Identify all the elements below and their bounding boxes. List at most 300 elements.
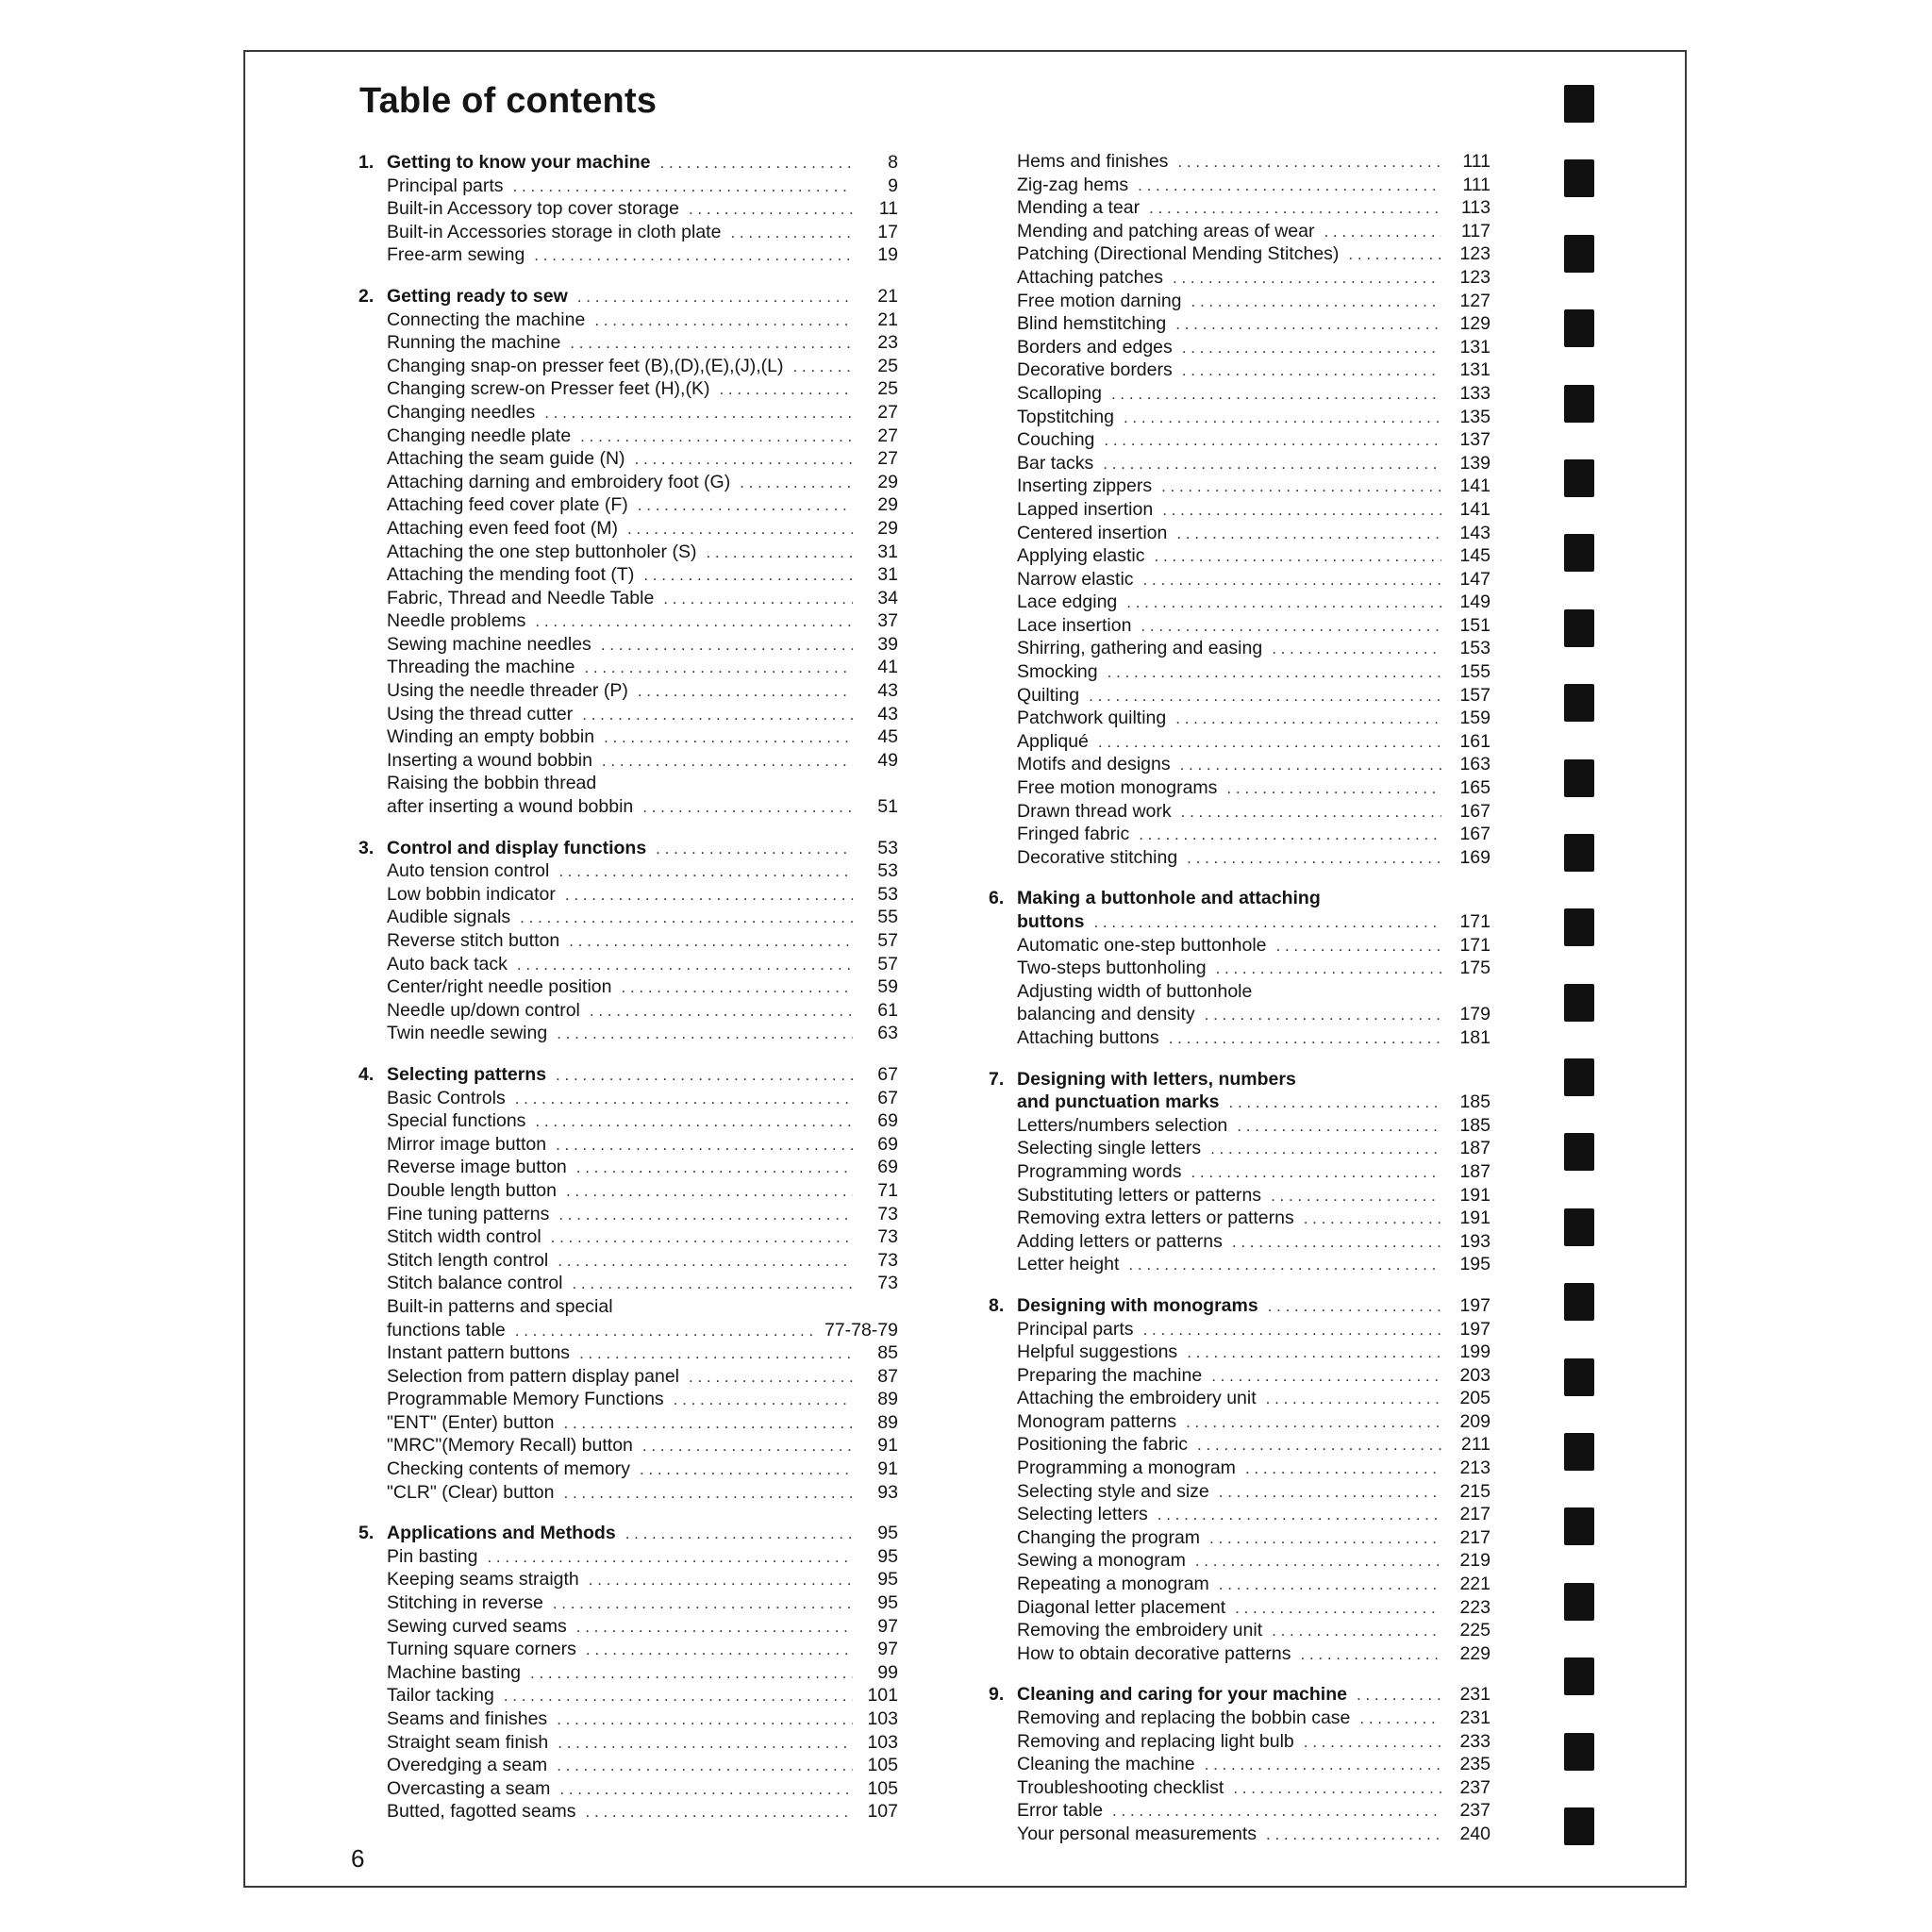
dot-leader — [1191, 291, 1441, 314]
section-number: 8. — [989, 1294, 1005, 1316]
page-reference: 69 — [877, 1133, 898, 1155]
entry-title: Couching — [1017, 429, 1095, 451]
toc-left-column — [358, 151, 898, 1841]
dot-leader — [1161, 475, 1441, 499]
page-reference: 237 — [1459, 1776, 1491, 1798]
page-reference: 175 — [1459, 958, 1491, 979]
page-reference: 167 — [1459, 824, 1491, 845]
entry-title: Preparing the machine — [1017, 1364, 1203, 1386]
toc-entry — [358, 1133, 898, 1157]
toc-entry — [989, 614, 1491, 638]
toc-section-heading — [358, 285, 898, 308]
dot-leader — [572, 1273, 853, 1296]
dot-leader — [1304, 1731, 1441, 1755]
page-reference: 195 — [1459, 1254, 1491, 1275]
toc-entry — [358, 1388, 898, 1411]
entry-title: Mending and patching areas of wear — [1017, 220, 1315, 242]
dot-leader — [643, 564, 853, 588]
entry-title: Winding an empty bobbin — [387, 726, 595, 748]
dot-leader — [557, 1755, 853, 1778]
entry-title: Zig-zag hems — [1017, 174, 1129, 195]
toc-entry — [358, 1179, 898, 1203]
toc-right-column — [989, 151, 1491, 1864]
page-reference: 215 — [1459, 1480, 1491, 1502]
entry-title: Repeating a monogram — [1017, 1574, 1209, 1595]
toc-entry — [989, 428, 1491, 452]
section-number: 3. — [358, 837, 375, 858]
toc-entry — [989, 1341, 1491, 1364]
entry-title: Removing extra letters or patterns — [1017, 1208, 1294, 1229]
entry-title: Centered insertion — [1017, 522, 1168, 543]
toc-entry — [989, 1619, 1491, 1642]
page-reference: 53 — [877, 837, 898, 858]
dot-leader — [1128, 1254, 1441, 1277]
dot-leader — [1181, 801, 1441, 824]
dot-leader — [556, 1134, 853, 1158]
entry-title: Automatic one-step buttonhole — [1017, 934, 1267, 956]
dot-leader — [1205, 1004, 1441, 1027]
entry-title: Your personal measurements — [1017, 1823, 1257, 1844]
dot-leader — [640, 1458, 853, 1482]
page-reference: 9 — [888, 175, 898, 196]
toc-entry — [358, 1545, 898, 1569]
entry-title: Special functions — [387, 1110, 526, 1132]
dot-leader — [663, 588, 853, 611]
dot-leader — [558, 860, 853, 884]
section-title: Getting ready to sew — [387, 285, 568, 307]
edge-tab-marker — [1564, 834, 1594, 872]
page-reference: 95 — [877, 1545, 898, 1567]
section-title: Designing with monograms — [1017, 1294, 1258, 1316]
dot-leader — [604, 726, 853, 750]
page-reference: 69 — [877, 1110, 898, 1132]
dot-leader — [1177, 151, 1441, 175]
entry-title: Fine tuning patterns — [387, 1203, 550, 1224]
dot-leader — [582, 704, 853, 727]
dot-leader — [1237, 1115, 1441, 1139]
page-reference: 209 — [1459, 1410, 1491, 1432]
page-reference: 191 — [1459, 1184, 1491, 1206]
toc-entry — [989, 980, 1491, 1004]
dot-leader — [553, 1592, 853, 1616]
page-reference: 73 — [877, 1273, 898, 1294]
toc-entry — [358, 772, 898, 795]
page-reference: 187 — [1459, 1160, 1491, 1182]
toc-entry — [358, 1249, 898, 1273]
page-reference: 179 — [1459, 1004, 1491, 1025]
edge-tab-marker — [1564, 309, 1594, 347]
entry-title: Attaching the seam guide (N) — [387, 448, 625, 470]
page-reference: 67 — [877, 1087, 898, 1108]
toc-entry — [989, 452, 1491, 475]
page-reference: 171 — [1459, 934, 1491, 956]
edge-tab-marker — [1564, 385, 1594, 423]
entry-title: Selecting single letters — [1017, 1138, 1202, 1159]
page-reference: 143 — [1459, 522, 1491, 543]
toc-entry — [989, 1503, 1491, 1526]
toc-section — [989, 1683, 1491, 1845]
dot-leader — [487, 1546, 853, 1570]
entry-title: Motifs and designs — [1017, 754, 1171, 775]
toc-entry — [358, 1457, 898, 1481]
dot-leader — [577, 286, 853, 309]
page-reference: 85 — [877, 1342, 898, 1364]
toc-entry — [989, 800, 1491, 824]
toc-entry — [989, 910, 1491, 934]
page-reference: 131 — [1459, 336, 1491, 358]
page-reference: 197 — [1459, 1318, 1491, 1340]
entry-title: Lace edging — [1017, 591, 1118, 613]
entry-title: Built-in patterns and special — [387, 1295, 613, 1317]
toc-entry — [358, 1707, 898, 1731]
entry-title: Programmable Memory Functions — [387, 1389, 664, 1410]
entry-title: Seams and finishes — [387, 1708, 548, 1729]
page-reference: 167 — [1459, 800, 1491, 822]
dot-leader — [1173, 267, 1441, 291]
entry-title: Built-in Accessories storage in cloth plate — [387, 221, 722, 242]
toc-entry — [989, 591, 1491, 614]
page-reference: 25 — [877, 355, 898, 376]
toc-entry — [989, 730, 1491, 754]
toc-entry — [989, 846, 1491, 870]
dot-leader — [642, 796, 853, 820]
entry-title: Letters/numbers selection — [1017, 1114, 1228, 1136]
dot-leader — [584, 657, 853, 680]
toc-entry — [358, 331, 898, 355]
dot-leader — [1245, 1457, 1441, 1481]
toc-entry — [358, 906, 898, 929]
dot-leader — [1104, 429, 1441, 453]
dot-leader — [534, 244, 853, 268]
edge-tab-marker — [1564, 1283, 1594, 1321]
entry-title: Sewing machine needles — [387, 633, 591, 655]
toc-entry — [358, 1481, 898, 1505]
toc-entry — [989, 242, 1491, 266]
edge-tab-marker — [1564, 1433, 1594, 1471]
toc-entry — [989, 1091, 1491, 1114]
dot-leader — [557, 1708, 853, 1732]
dot-leader — [570, 332, 853, 356]
toc-entry — [358, 1295, 898, 1319]
entry-title: Auto tension control — [387, 860, 550, 882]
dot-leader — [1272, 638, 1441, 661]
section-number: 6. — [989, 888, 1005, 909]
entry-title: and punctuation marks — [1017, 1091, 1220, 1113]
dot-leader — [576, 1157, 853, 1180]
entry-title: Straight seam finish — [387, 1731, 549, 1753]
edge-tab-marker — [1564, 1058, 1594, 1096]
edge-tab-marker — [1564, 159, 1594, 197]
toc-entry — [358, 953, 898, 976]
toc-entry — [358, 795, 898, 819]
toc-entry — [358, 999, 898, 1023]
entry-title: Audible signals — [387, 907, 511, 928]
dot-leader — [1149, 197, 1441, 221]
page-reference: 63 — [877, 1023, 898, 1044]
page-reference: 141 — [1459, 498, 1491, 520]
page-reference: 27 — [877, 425, 898, 446]
entry-title: Bar tacks — [1017, 452, 1094, 474]
toc-section — [989, 1294, 1491, 1666]
dot-leader — [520, 907, 853, 930]
entry-title: Machine basting — [387, 1661, 522, 1683]
dot-leader — [1103, 453, 1441, 476]
entry-title: Inserting a wound bobbin — [387, 749, 592, 771]
dot-leader — [566, 1180, 853, 1204]
edge-tab-marker — [1564, 534, 1594, 572]
page-reference: 159 — [1459, 708, 1491, 729]
page-reference: 217 — [1459, 1526, 1491, 1548]
entry-title: Diagonal letter placement — [1017, 1596, 1226, 1618]
dot-leader — [1182, 359, 1441, 383]
entry-title: Needle problems — [387, 610, 526, 632]
dot-leader — [594, 309, 853, 333]
edge-tab-marker — [1564, 609, 1594, 647]
entry-title: Checking contents of memory — [387, 1458, 630, 1480]
dot-leader — [586, 1639, 853, 1662]
dot-leader — [740, 472, 853, 495]
page-reference: 73 — [877, 1226, 898, 1248]
page-reference: 103 — [867, 1731, 898, 1753]
page-reference: 49 — [877, 749, 898, 771]
page-reference: 29 — [877, 494, 898, 516]
edge-tab-marker — [1564, 1133, 1594, 1171]
toc-entry — [989, 1207, 1491, 1230]
edge-tab-markers — [1564, 85, 1596, 1882]
toc-entry — [989, 522, 1491, 545]
page-reference: 185 — [1459, 1114, 1491, 1136]
page-reference: 103 — [867, 1708, 898, 1729]
toc-entry — [989, 660, 1491, 684]
toc-entry — [358, 471, 898, 494]
dot-leader — [1182, 337, 1441, 360]
entry-title: Lapped insertion — [1017, 498, 1154, 520]
page-reference: 235 — [1459, 1754, 1491, 1775]
page-reference: 97 — [877, 1639, 898, 1660]
entry-title: Turning square corners — [387, 1639, 576, 1660]
dot-leader — [1219, 1481, 1441, 1505]
page-reference: 101 — [867, 1685, 898, 1707]
entry-title: after inserting a wound bobbin — [387, 796, 634, 818]
dot-leader — [589, 1569, 853, 1592]
toc-entry — [989, 1160, 1491, 1184]
dot-leader — [1158, 1504, 1441, 1527]
entry-title: Programming a monogram — [1017, 1457, 1236, 1479]
page-reference: 95 — [877, 1592, 898, 1614]
toc-entry — [358, 1754, 898, 1777]
entry-title: Stitching in reverse — [387, 1592, 543, 1614]
edge-tab-marker — [1564, 1358, 1594, 1396]
toc-entry — [358, 1087, 898, 1110]
dot-leader — [792, 356, 853, 379]
dot-leader — [1216, 958, 1441, 981]
page-reference: 93 — [877, 1481, 898, 1503]
page-reference: 151 — [1459, 614, 1491, 636]
toc-entry — [358, 1156, 898, 1179]
dot-leader — [557, 1023, 853, 1046]
dot-leader — [1271, 1185, 1441, 1208]
toc-entry — [358, 197, 898, 221]
entry-title: Stitch length control — [387, 1249, 549, 1271]
toc-entry — [358, 633, 898, 657]
dot-leader — [689, 198, 853, 222]
entry-title: Raising the bobbin thread — [387, 773, 597, 794]
dot-leader — [1211, 1365, 1441, 1389]
page-reference: 89 — [877, 1411, 898, 1433]
toc-entry — [989, 776, 1491, 800]
page-reference: 39 — [877, 633, 898, 655]
dot-leader — [1176, 523, 1441, 546]
page-reference: 153 — [1459, 638, 1491, 659]
dot-leader — [576, 1616, 853, 1640]
page-reference: 181 — [1459, 1026, 1491, 1048]
toc-entry — [358, 493, 898, 517]
toc-entry — [989, 1753, 1491, 1776]
page-reference: 107 — [867, 1801, 898, 1823]
page-reference: 147 — [1459, 568, 1491, 590]
toc-entry — [989, 406, 1491, 429]
dot-leader — [1155, 545, 1442, 569]
dot-leader — [601, 634, 853, 658]
toc-entry — [358, 1684, 898, 1707]
dot-leader — [558, 1204, 853, 1227]
page-reference: 11 — [878, 198, 898, 220]
page-reference: 240 — [1459, 1823, 1491, 1844]
toc-entry — [989, 174, 1491, 197]
section-number: 4. — [358, 1063, 375, 1085]
toc-entry — [989, 358, 1491, 382]
toc-entry — [989, 220, 1491, 243]
page-reference: 61 — [877, 999, 898, 1021]
entry-title: Appliqué — [1017, 730, 1089, 752]
toc-entry — [358, 541, 898, 564]
entry-title: Adjusting width of buttonhole — [1017, 980, 1253, 1002]
page-reference: 123 — [1459, 266, 1491, 288]
page-reference: 23 — [877, 332, 898, 354]
entry-title: Inserting zippers — [1017, 475, 1153, 497]
section-number: 9. — [989, 1684, 1005, 1706]
page-reference: 191 — [1459, 1208, 1491, 1229]
dot-leader — [1180, 754, 1441, 777]
toc-section-heading — [989, 887, 1491, 910]
dot-leader — [1226, 777, 1441, 801]
edge-tab-marker — [1564, 984, 1594, 1022]
page-reference: 31 — [877, 541, 898, 562]
toc-entry — [358, 749, 898, 773]
page-reference: 29 — [877, 471, 898, 492]
dot-leader — [569, 930, 853, 954]
entry-title: Fringed fabric — [1017, 824, 1130, 845]
toc-entry — [989, 1799, 1491, 1823]
page-reference: 149 — [1459, 591, 1491, 613]
entry-title: How to obtain decorative patterns — [1017, 1642, 1291, 1664]
page-reference: 105 — [867, 1755, 898, 1776]
toc-entry — [989, 934, 1491, 958]
toc-entry — [989, 1137, 1491, 1160]
toc-section-heading — [358, 837, 898, 860]
entry-title: Decorative stitching — [1017, 846, 1178, 868]
page-reference: 27 — [877, 401, 898, 423]
dot-leader — [1232, 1231, 1441, 1255]
toc-entry — [989, 1114, 1491, 1138]
page-reference: 111 — [1462, 174, 1491, 195]
entry-title: Free motion monograms — [1017, 777, 1218, 799]
toc-entry — [358, 1661, 898, 1685]
page-reference: 223 — [1459, 1596, 1491, 1618]
page-reference: 169 — [1459, 846, 1491, 868]
toc-entry — [358, 401, 898, 425]
page-reference: 127 — [1459, 290, 1491, 311]
page-reference: 91 — [877, 1435, 898, 1457]
entry-title: Changing needle plate — [387, 425, 572, 446]
page-reference: 221 — [1459, 1574, 1491, 1595]
dot-leader — [1175, 313, 1441, 337]
section-number: 5. — [358, 1523, 375, 1544]
page-reference: 129 — [1459, 313, 1491, 335]
toc-entry — [358, 447, 898, 471]
dot-leader — [674, 1389, 853, 1412]
entry-title: Removing and replacing the bobbin case — [1017, 1707, 1351, 1728]
page-number: 6 — [351, 1844, 365, 1873]
entry-title: Double length button — [387, 1179, 557, 1201]
entry-title: Troubleshooting checklist — [1017, 1776, 1224, 1798]
page-reference: 237 — [1459, 1800, 1491, 1822]
entry-title: Connecting the machine — [387, 308, 586, 330]
toc-entry — [989, 637, 1491, 660]
entry-title: Quilting — [1017, 684, 1080, 706]
toc-entry — [358, 1638, 898, 1661]
section-title: Control and display functions — [387, 837, 647, 858]
entry-title: Principal parts — [1017, 1318, 1134, 1340]
toc-entry — [358, 1615, 898, 1639]
page-reference: 231 — [1459, 1684, 1491, 1706]
entry-title: Tailor tacking — [387, 1685, 494, 1707]
edge-tab-marker — [1564, 85, 1594, 123]
dot-leader — [515, 1088, 853, 1111]
dot-leader — [579, 1342, 853, 1366]
edge-tab-marker — [1564, 235, 1594, 273]
toc-entry — [358, 725, 898, 749]
entry-title: Overcasting a seam — [387, 1777, 551, 1799]
dot-leader — [706, 541, 853, 565]
page-reference: 155 — [1459, 661, 1491, 683]
dot-leader — [1187, 847, 1441, 871]
page-reference: 89 — [877, 1389, 898, 1410]
toc-entry — [989, 1526, 1491, 1550]
dot-leader — [1268, 1295, 1441, 1319]
page-reference: 123 — [1459, 243, 1491, 265]
toc-entry — [358, 308, 898, 332]
page-reference: 233 — [1459, 1730, 1491, 1752]
toc-section — [358, 1063, 898, 1504]
toc-entry — [358, 517, 898, 541]
edge-tab-marker — [1564, 908, 1594, 946]
entry-title: Butted, fagotted seams — [387, 1801, 576, 1823]
dot-leader — [535, 1110, 853, 1134]
dot-leader — [1266, 1388, 1441, 1411]
entry-title: Removing and replacing light bulb — [1017, 1730, 1294, 1752]
page-reference: 37 — [877, 610, 898, 632]
entry-title: Free-arm sewing — [387, 244, 525, 266]
page-reference: 137 — [1459, 429, 1491, 451]
toc-entry — [358, 1225, 898, 1249]
page-reference: 71 — [877, 1179, 898, 1201]
dot-leader — [1162, 499, 1441, 523]
toc-entry — [989, 1549, 1491, 1573]
page-reference: 105 — [867, 1777, 898, 1799]
entry-title: Running the machine — [387, 332, 561, 354]
toc-entry — [989, 684, 1491, 708]
